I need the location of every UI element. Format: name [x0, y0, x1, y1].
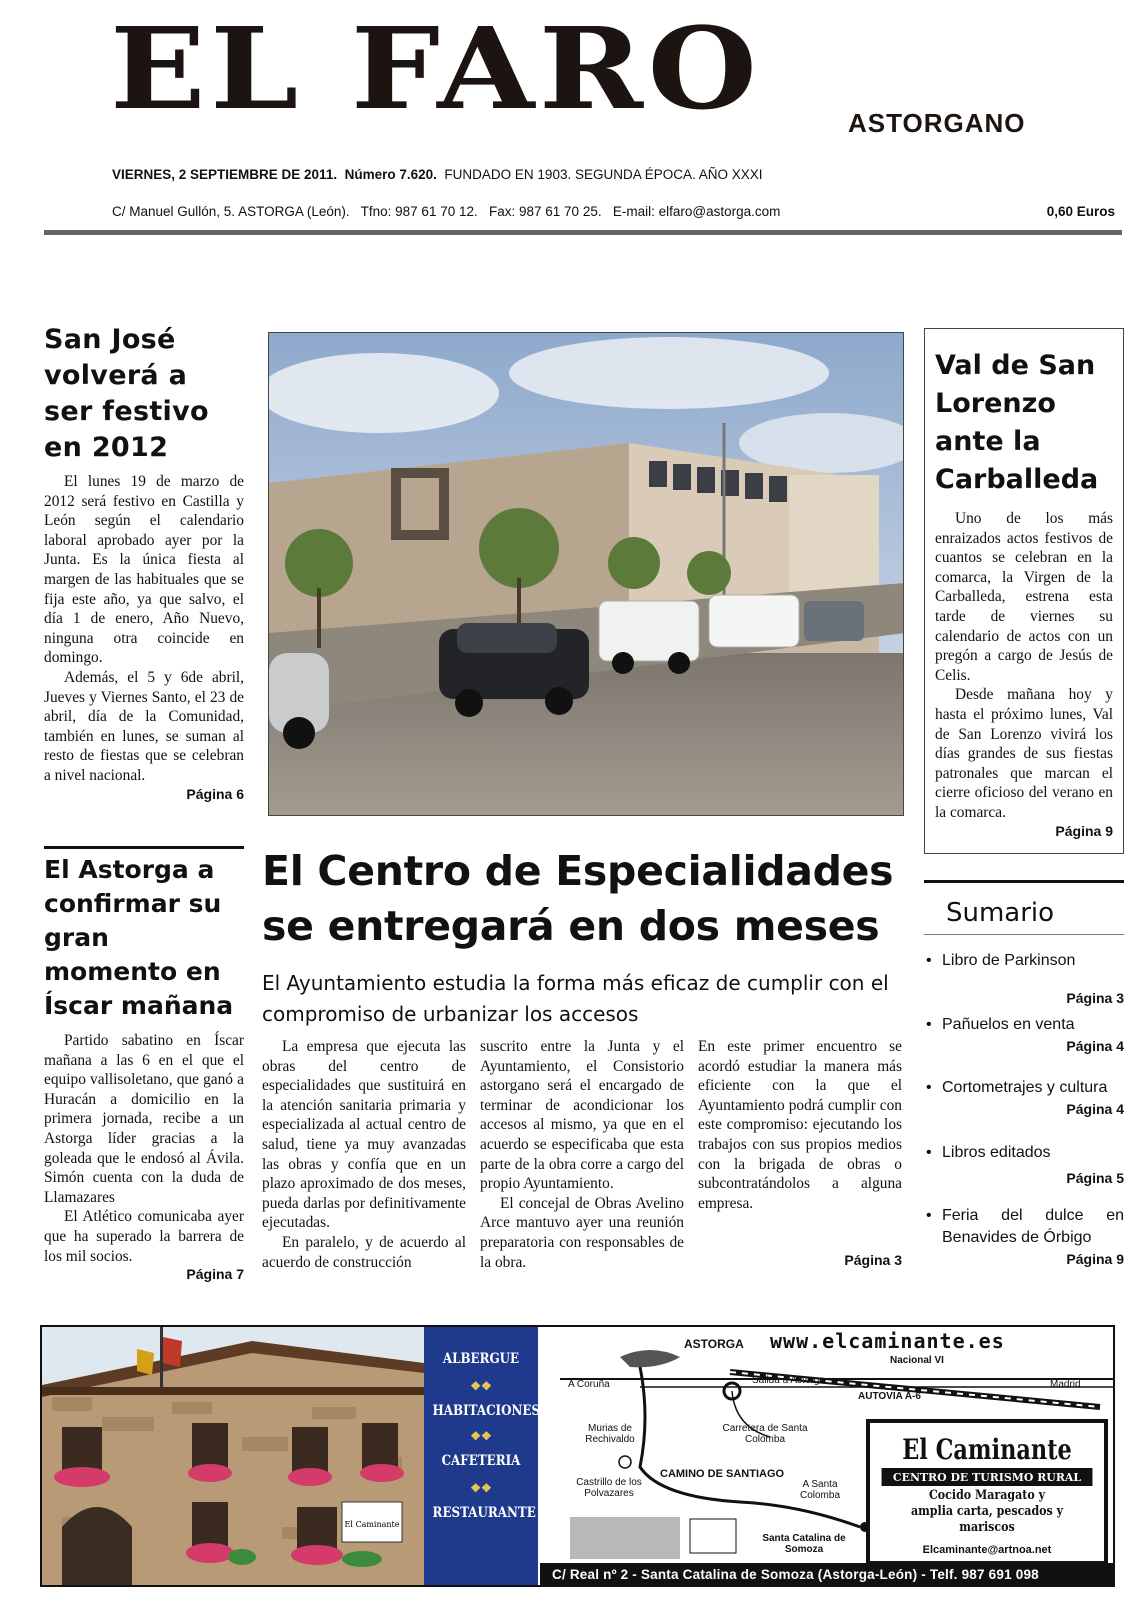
sumario-item[interactable]	[924, 1077, 1124, 1117]
sumario-item-label: • Libros editados	[924, 1142, 1124, 1164]
sumario-title: Sumario	[946, 898, 1055, 928]
story-valdesan	[924, 328, 1124, 854]
paragraph: Partido sabatino en Íscar mañana a las 6 en el que el equipo vallisoletano, que ganó a Huracán a domicilio en la primera jornada, recibe a un Astorga líder gracias a la goleada que le endosó al Ávila. Simón cuenta con la duda de Llamazares	[44, 1032, 244, 1206]
sumario-item-label: • Libro de Parkinson	[924, 950, 1124, 972]
ad-footer: C/ Real nº 2 - Santa Catalina de Somoza (Astorga-León) - Telf. 987 691 098	[540, 1563, 1115, 1587]
email: E-mail: elfaro@astorga.com	[612, 204, 781, 219]
story-astorga	[44, 846, 244, 1282]
building-photo-illustration	[269, 333, 904, 816]
map-label: AUTOVIA A-6	[858, 1391, 921, 1402]
sumario-item-page: Página 4	[1066, 1101, 1124, 1117]
story-body	[935, 509, 1113, 823]
ad-sign-text: El Caminante	[344, 1520, 400, 1529]
stone-house-illustration	[42, 1327, 424, 1585]
page-reference: Página 9	[1055, 822, 1113, 839]
masthead-subtitle: ASTORGANO	[848, 108, 1026, 138]
ad-map	[540, 1327, 1115, 1563]
map-label: Santa Catalina de Somoza	[762, 1533, 846, 1555]
caminante-logo-box	[866, 1419, 1108, 1565]
sumario-rule	[924, 880, 1124, 883]
sumario-item[interactable]	[924, 1142, 1124, 1186]
map-label: Carretera de Santa Colomba	[722, 1423, 808, 1445]
map-label: CAMINO DE SANTIAGO	[660, 1468, 785, 1480]
ad-service: ALBERGUE	[442, 1351, 520, 1367]
address-line	[112, 204, 780, 219]
sumario-item[interactable]	[924, 1205, 1124, 1267]
map-label: Nacional VI	[890, 1355, 944, 1366]
advertisement[interactable]	[40, 1325, 1115, 1587]
sumario-item-page: Página 5	[1066, 1170, 1124, 1186]
paragraph: En paralelo, y de acuerdo al acuerdo de construcción	[262, 1233, 466, 1271]
founded: FUNDADO EN 1903. SEGUNDA ÉPOCA. AÑO XXXI	[444, 167, 763, 182]
story-sanjose	[44, 322, 244, 802]
sumario-item-page: Página 9	[1066, 1251, 1124, 1267]
phone: Tfno: 987 61 70 12.	[360, 204, 478, 219]
map-label: A Coruña	[568, 1379, 610, 1390]
main-headline: El Centro de Especialidades se entregará en dos meses	[262, 847, 894, 950]
paragraph: suscrito entre la Junta y el Ayuntamiento, el Consistorio astorgano será el encargado de terminar de acondicionar los accesos al mismo, ya que en el acuerdo se especificaba que esta parte de la obra corre a cargo del propio Ayuntamiento.	[480, 1038, 684, 1193]
map-label: Salida a Astorga	[752, 1375, 825, 1386]
masthead-divider	[44, 230, 1122, 235]
map-label: A Santa Colomba	[799, 1479, 841, 1501]
ad-service: CAFETERIA	[441, 1453, 521, 1469]
masthead-title: EL FARO	[110, 4, 762, 135]
sumario-item-label: • Feria del dulce en Benavides de Órbigo	[924, 1205, 1124, 1249]
caminante-email[interactable]: Elcaminante@artnoa.net	[922, 1544, 1052, 1556]
story-body	[44, 1031, 244, 1266]
ad-building-photo	[42, 1327, 424, 1585]
paragraph: El Atlético comunicaba ayer que ha superado la barrera de los mil socios.	[44, 1208, 244, 1265]
paragraph: El lunes 19 de marzo de 2012 será festivo en Castilla y León según el calendario laboral aprobado ayer por la Junta. Es la única fiesta al margen de las habituales que se fija este año, ya que salvo, el día 1 de enero, Año Nuevo, ninguna otra coincide en domingo.	[44, 473, 244, 667]
ad-service: HABITACIONES	[432, 1403, 541, 1419]
caminante-brand: El Caminante	[902, 1433, 1072, 1466]
main-photo	[268, 332, 904, 816]
ornament-icon: ❖❖	[470, 1379, 492, 1393]
paragraph: Uno de los más enraizados actos festivos de cuantos se celebran en la comarca, la Virgen de la Carballeda, estrena esta tarde de viernes su calendario de actos con un pregón a cargo de Jesús de Celis.	[935, 510, 1113, 684]
story-body	[44, 472, 244, 786]
sumario-item[interactable]	[924, 950, 1124, 1006]
map-label: Madrid	[1050, 1379, 1081, 1390]
ad-website[interactable]: www.elcaminante.es	[770, 1329, 1005, 1353]
main-deck: El Ayuntamiento estudia la forma más eficaz de cumplir con el compromiso de urbanizar los accesos	[262, 971, 889, 1026]
sumario-item-page: Página 4	[1066, 1038, 1124, 1054]
page-reference: Página 7	[186, 1266, 244, 1283]
paragraph: El concejal de Obras Avelino Arce mantuvo ayer una reunión preparatoria con responsables de la obra.	[480, 1194, 684, 1271]
map-label: Castrillo de los Polvazares	[576, 1477, 642, 1499]
paragraph: En este primer encuentro se acordó estudiar la manera más eficiente con la que el Ayuntamiento podrá cumplir con este compromiso: ejecutando los trabajos con sus propios medios con la brigada de obras o subcontratándolos a alguna empresa.	[698, 1038, 902, 1212]
ad-services-panel	[424, 1327, 541, 1585]
story-headline: Val de San Lorenzo ante la Carballeda	[935, 350, 1099, 495]
sumario-item-label: • Cortometrajes y cultura	[924, 1077, 1124, 1099]
ornament-icon: ❖❖	[470, 1429, 492, 1443]
caminante-subtitle: CENTRO DE TURISMO RURAL	[882, 1468, 1093, 1486]
paragraph: Desde mañana hoy y hasta el próximo lunes, Val de San Lorenzo vivirá los días grandes de sus fiestas patronales que marcan el cierre oficioso del verano en la comarca.	[935, 686, 1113, 821]
caminante-line: Cocido Maragato y	[928, 1488, 1046, 1503]
sumario-item[interactable]	[924, 1014, 1124, 1054]
caminante-line: amplia carta, pescados y mariscos	[910, 1504, 1064, 1535]
main-story-columns	[262, 1037, 902, 1272]
story-headline: San José volverá a ser festivo en 2012	[44, 324, 209, 463]
ad-service: RESTAURANTE	[432, 1505, 536, 1521]
page-reference: Página 3	[844, 1252, 902, 1269]
story-headline: El Astorga a confirmar su gran momento en Íscar mañana	[44, 855, 234, 1020]
dateline	[112, 167, 763, 182]
fax: Fax: 987 61 70 25.	[489, 204, 602, 219]
street: C/ Manuel Gullón, 5. ASTORGA (León).	[112, 204, 350, 219]
map-label: ASTORGA	[684, 1337, 744, 1351]
issue-number: Número 7.620.	[344, 167, 437, 182]
sumario-underline	[924, 934, 1124, 935]
main-column-1	[262, 1037, 466, 1272]
price: 0,60 Euros	[1046, 204, 1115, 219]
main-column-2	[480, 1037, 684, 1272]
page-reference: Página 6	[186, 785, 244, 802]
ornament-icon: ❖❖	[470, 1481, 492, 1495]
main-column-3	[698, 1037, 902, 1272]
paragraph: La empresa que ejecuta las obras del centro de especialidades que sustituirá en la atención sanitaria primaria y especializada al actual centro de salud, tiene ya muy avanzadas las obras y confía que en un plazo aproximado de dos meses, pueda darlas por definitivamente ejecutadas.	[262, 1038, 466, 1232]
sumario-item-page: Página 3	[1066, 990, 1124, 1006]
map-label: Murias de Rechivaldo	[585, 1423, 635, 1445]
sumario-item-label: • Pañuelos en venta	[924, 1014, 1124, 1036]
date: VIERNES, 2 SEPTIEMBRE DE 2011.	[112, 167, 338, 182]
paragraph: Además, el 5 y 6de abril, Jueves y Viernes Santo, el 23 de abril, día de la Comunidad, también en lunes, se suman al resto de fiestas que se celebran a nivel nacional.	[44, 668, 244, 784]
